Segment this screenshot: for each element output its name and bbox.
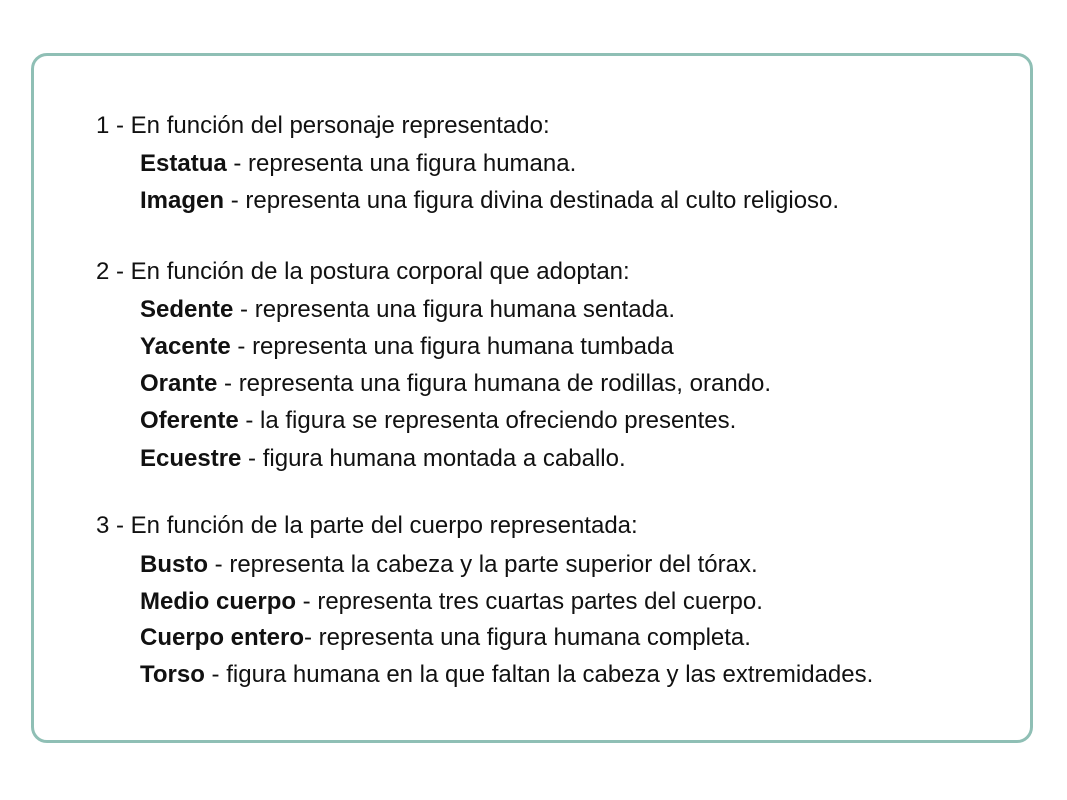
list-item: [140, 332, 674, 362]
section-postura: [96, 257, 1016, 472]
item-term: Yacente: [140, 333, 231, 360]
list-item: [140, 587, 763, 617]
item-term: Torso: [140, 661, 205, 688]
item-term: Medio cuerpo: [140, 588, 297, 615]
item-description: - representa una figura humana de rodillas, orando.: [217, 370, 772, 397]
item-description: - representa la cabeza y la parte superior del tórax.: [208, 551, 758, 578]
item-description: - la figura se representa ofreciendo presentes.: [238, 407, 737, 434]
item-description: - representa una figura humana completa.: [304, 624, 751, 651]
item-term: Cuerpo entero: [140, 624, 305, 651]
section-heading: 3 - En función de la parte del cuerpo representada:: [96, 512, 638, 539]
item-description: - representa una figura divina destinada al culto religioso.: [224, 187, 840, 214]
list-item: [140, 295, 675, 325]
section-heading: 2 - En función de la postura corporal que adoptan:: [96, 258, 630, 285]
item-term: Oferente: [140, 407, 239, 434]
item-description: - representa una figura humana sentada.: [233, 296, 675, 323]
item-description: - figura humana montada a caballo.: [241, 445, 626, 472]
item-term: Imagen: [140, 187, 225, 214]
list-item: [140, 550, 758, 580]
item-description: - figura humana en la que faltan la cabeza y las extremidades.: [204, 661, 874, 688]
list-item: [140, 623, 751, 653]
item-description: - representa una figura humana.: [226, 150, 577, 177]
item-term: Orante: [140, 370, 218, 397]
item-term: Estatua: [140, 150, 227, 177]
list-item: [140, 149, 576, 179]
list-item: [140, 406, 736, 436]
section-parte-cuerpo: [96, 511, 1016, 688]
list-item: [140, 444, 626, 474]
section-heading: 1 - En función del personaje representado:: [96, 112, 550, 139]
list-item: [140, 660, 873, 690]
item-term: Sedente: [140, 296, 234, 323]
list-item: [140, 186, 839, 216]
item-term: Busto: [140, 551, 208, 578]
item-description: - representa tres cuartas partes del cuerpo.: [296, 588, 763, 615]
item-description: - representa una figura humana tumbada: [230, 333, 674, 360]
list-item: [140, 369, 771, 399]
section-personaje: [96, 111, 1016, 214]
item-term: Ecuestre: [140, 445, 242, 472]
